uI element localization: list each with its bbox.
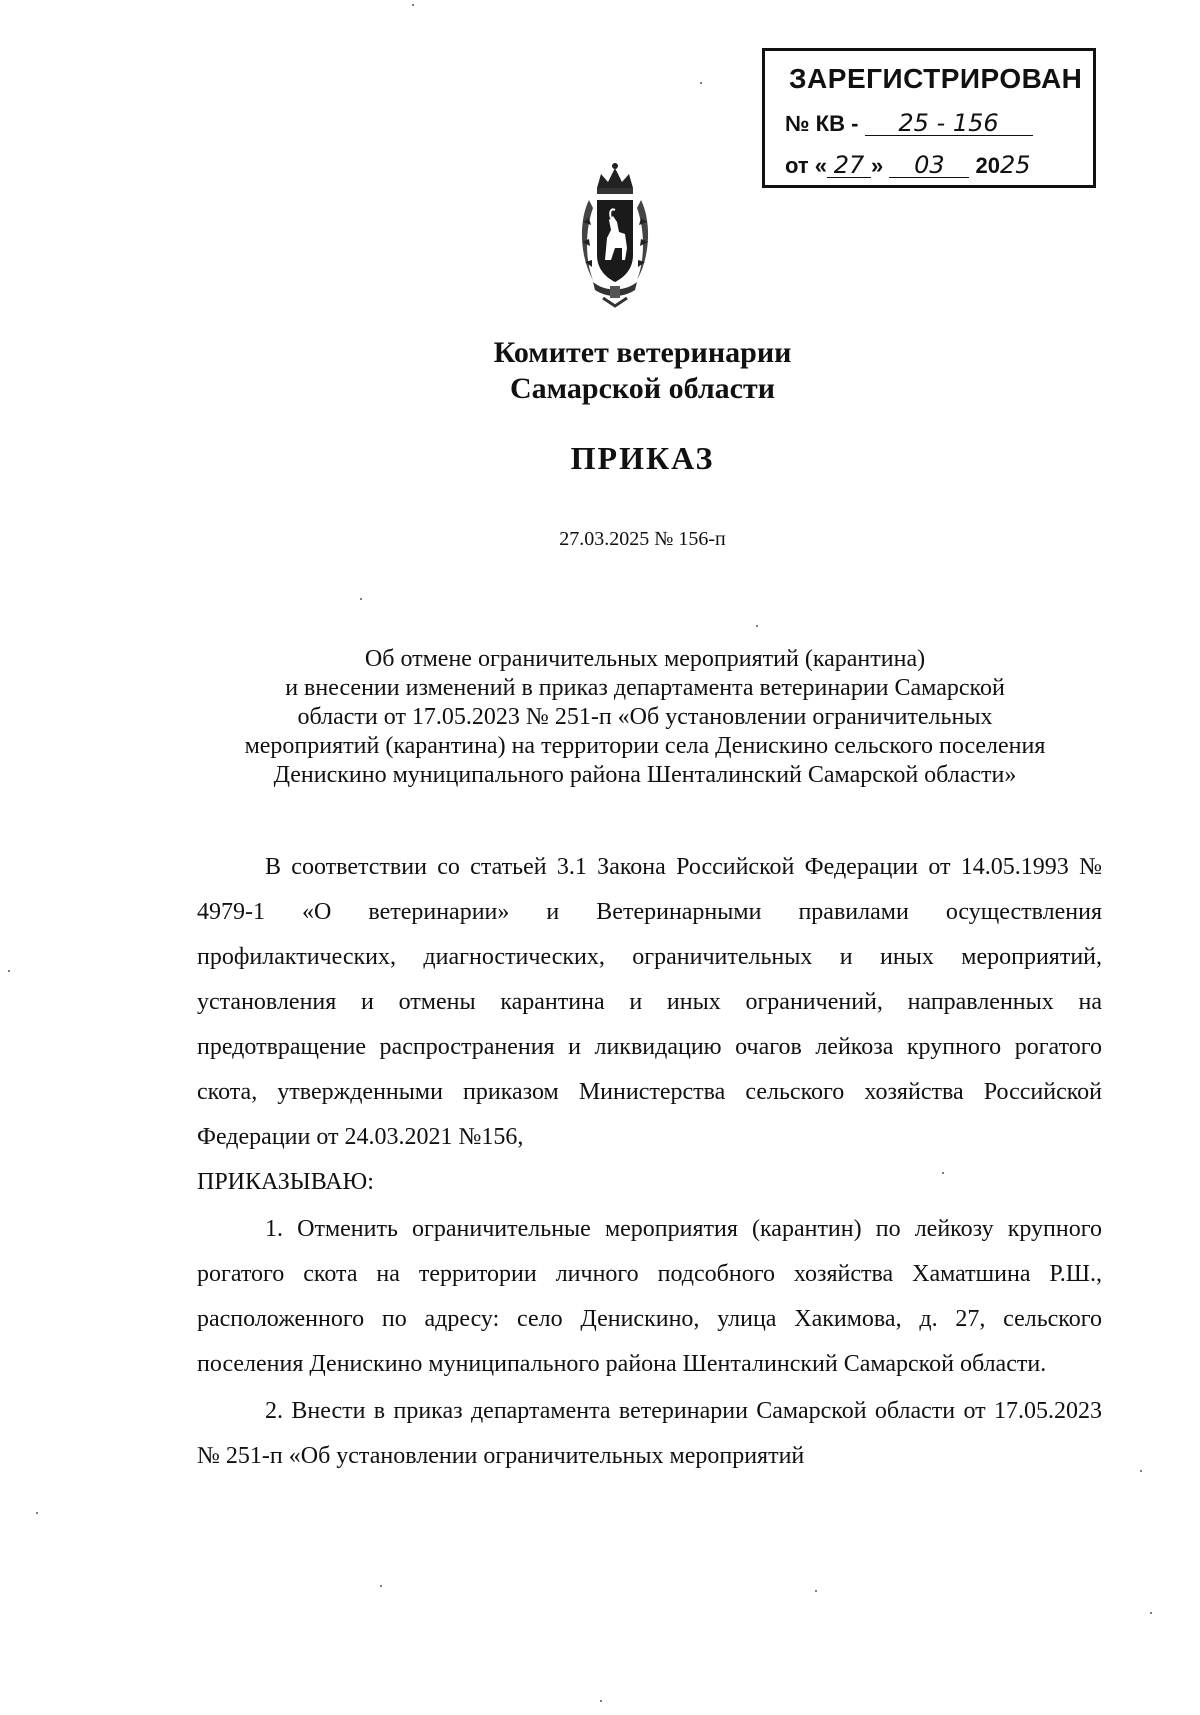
stamp-day-suffix: »	[871, 153, 884, 178]
stamp-year-handwritten: 25	[1000, 151, 1031, 179]
subject-line: области от 17.05.2023 № 251-п «Об установлении ограничительных	[297, 704, 993, 730]
order-body	[197, 845, 1102, 1479]
subject-line: Об отмене ограничительных мероприятий (карантина)	[364, 646, 926, 672]
stamp-day-handwritten: 27	[827, 153, 871, 178]
scan-speck	[8, 970, 10, 972]
scan-speck	[1150, 1612, 1152, 1614]
scan-speck	[700, 82, 702, 84]
order-item-1: 1. Отменить ограничительные мероприятия (карантин) по лейкозу крупного рогатого скота на территории личного подсобного хозяйства Хаматшина Р.Ш., расположенного по адресу: село Денискино, улица Хакимова, д. 27, сельского поселения Денискино муниципального района Шенталинский Самарской области.	[197, 1216, 1102, 1377]
samara-region-coat-of-arms-icon	[575, 160, 655, 310]
stamp-number-prefix: № КВ -	[785, 111, 859, 136]
issuing-authority	[0, 335, 1200, 407]
scan-speck	[600, 1700, 602, 1702]
order-word: ПРИКАЗЫВАЮ:	[197, 1169, 374, 1195]
stamp-date-prefix: от «	[785, 153, 828, 178]
scan-speck	[36, 1512, 38, 1514]
registration-stamp	[762, 48, 1096, 188]
subject-line: Денискино муниципального района Шенталинский Самарской области»	[273, 762, 1017, 788]
order-item-2: 2. Внести в приказ департамента ветеринарии Самарской области от 17.05.2023 № 251-п «Об установлении ограничительных мероприятий	[197, 1398, 1102, 1469]
stamp-date-line	[785, 151, 1031, 179]
scan-speck	[756, 625, 758, 627]
subject-line: мероприятий (карантина) на территории села Денискино сельского поселения	[244, 733, 1046, 759]
document-date-number: 27.03.2025 № 156-п	[559, 528, 726, 550]
stamp-number-line	[785, 111, 1033, 137]
stamp-year-printed: 20	[975, 153, 1000, 178]
authority-name-line2: Самарской области	[510, 372, 775, 405]
scan-speck	[1140, 1470, 1142, 1472]
scan-speck	[380, 1585, 382, 1587]
stamp-title: ЗАРЕГИСТРИРОВАН	[789, 63, 1083, 94]
order-subject	[190, 645, 1100, 790]
scan-speck	[360, 598, 362, 600]
scan-speck	[412, 4, 414, 6]
scan-speck	[815, 1590, 817, 1592]
stamp-month-handwritten: 03	[889, 153, 969, 178]
scan-speck	[942, 1172, 944, 1174]
subject-line: и внесении изменений в приказ департамента ветеринарии Самарской	[285, 675, 1005, 701]
stamp-number-handwritten: 25 - 156	[865, 111, 1033, 136]
authority-name-line1: Комитет ветеринарии	[493, 336, 792, 369]
document-type: ПРИКАЗ	[570, 440, 715, 476]
preamble-paragraph: В соответствии со статьей 3.1 Закона Российской Федерации от 14.05.1993 № 4979-1 «О ветеринарии» и Ветеринарными правилами осуществления профилактических, диагностических, ограничительных и иных мероприятий, установления и отмены карантина и иных ограничений, направленных на предотвращение распространения и ликвидацию очагов лейкоза крупного рогатого скота, утвержденными приказом Министерства сельского хозяйства Российской Федерации от 24.03.2021 №156,	[197, 854, 1102, 1150]
